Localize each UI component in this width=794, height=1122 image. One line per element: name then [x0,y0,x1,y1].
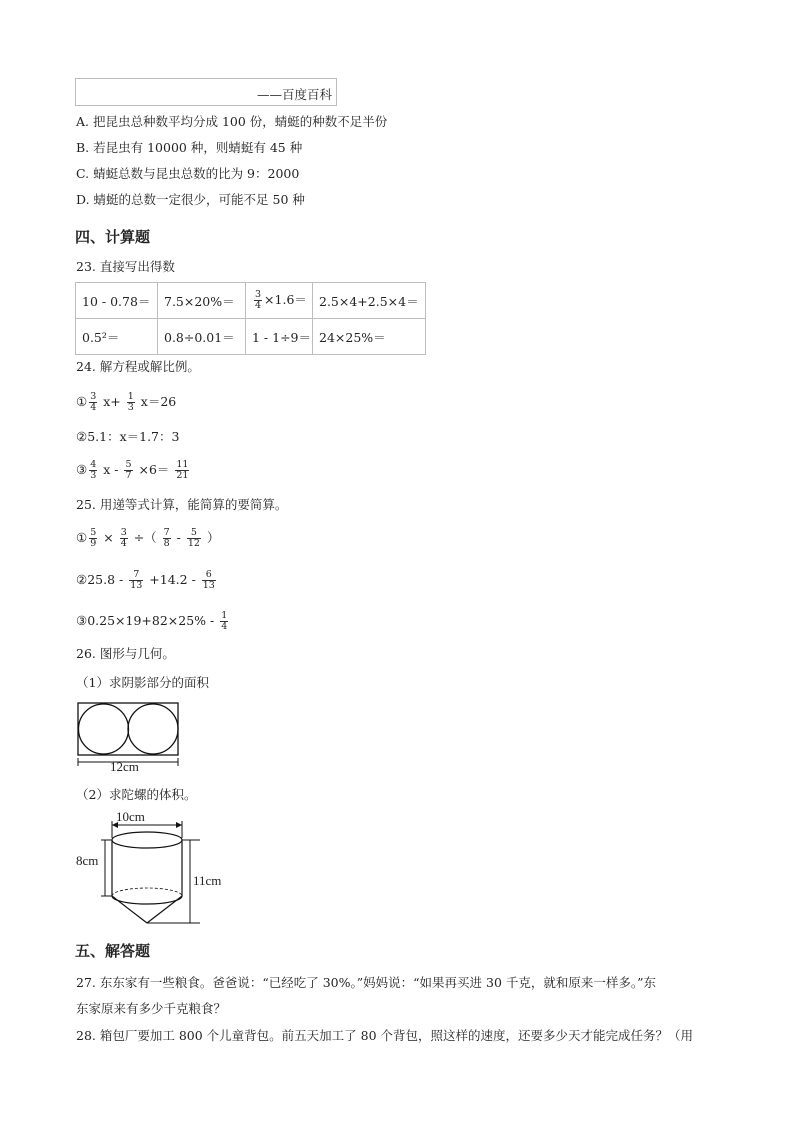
q24-title: 24. 解方程或解比例。 [76,359,200,374]
q26-sub1: （1）求阴影部分的面积 [76,675,209,690]
quote-box [75,78,337,106]
option-d: D. 蜻蜓的总数一定很少，可能不足 50 种 [76,192,305,207]
table-cell [246,283,313,319]
q27-line-2: 东家原来有多少千克粮食？ [76,1001,227,1016]
cone-left-edge [112,896,147,923]
table-cell: 7.5×20%＝ [158,283,246,319]
section-title-calculation: 四、计算题 [75,228,151,246]
table-cell: 24×25%＝ [313,319,426,355]
table-row [76,319,426,355]
q28-line-1: 28. 箱包厂要加工 800 个儿童背包。前五天加工了 80 个背包，照这样的速度，还要多少天才能完成任务？（用 [76,1028,694,1043]
q23-table [75,282,426,355]
q25-problem-2: ②25.8 - $\frac{7}{13}$ +14.2 - $\frac{6}{13}$ [76,569,215,591]
q24-problem-3: ③ $\frac{4}{3}$ x - $\frac{5}{7}$ ×6＝ $\frac{11}{21}$ [76,459,189,481]
table-cell: 2.5×4+2.5×4＝ [313,283,426,319]
table-cell: 0.5²＝ [76,319,158,355]
figure-spinning-top [74,808,234,933]
q26-title: 26. 图形与几何。 [76,646,175,661]
circle-right [128,704,178,754]
fraction: $\frac{3}{4}$ [255,289,262,311]
section-title-word-problems: 五、解答题 [75,942,151,960]
cell-text: ×1.6＝ [264,292,307,307]
table-row [76,283,426,319]
q24-problem-2: ②5.1：x＝1.7：3 [76,429,180,444]
q23-title: 23. 直接写出得数 [76,259,175,274]
table-cell: 1 - 1÷9＝ [246,319,313,355]
figure2-top-label: 10cm [116,809,145,824]
figure2-right-label: 11cm [193,873,222,888]
cylinder-top-ellipse [112,832,182,848]
circle-left [79,704,129,754]
option-b: B. 若昆虫有 10000 种，则蜻蜓有 45 种 [76,140,303,155]
figure2-left-label: 8cm [76,853,99,868]
quote-source: ——百度百科 [256,87,332,102]
option-a: A. 把昆虫总种数平均分成 100 份，蜻蜓的种数不足半份 [76,114,388,129]
table-cell: 0.8÷0.01＝ [158,319,246,355]
option-c: C. 蜻蜓总数与昆虫总数的比为 9：2000 [76,166,300,181]
q27-line-1: 27. 东东家有一些粮食。爸爸说：“已经吃了 30%。”妈妈说：“如果再买进 30 千克，就和原来一样多。”东 [76,975,657,990]
q25-problem-1: ① $\frac{5}{9}$ × $\frac{3}{4}$ ÷（ $\frac{7}{8}$ - $\frac{5}{12}$ ） [76,527,220,549]
q26-sub2: （2）求陀螺的体积。 [76,787,197,802]
table-cell: 10 - 0.78＝ [76,283,158,319]
q24-problem-1: ① $\frac{3}{4}$ x+ $\frac{1}{3}$ x＝26 [76,391,177,413]
q25-title: 25. 用递等式计算，能简算的要简算。 [76,497,288,512]
figure1-width-label: 12cm [110,759,139,774]
cone-right-edge [147,896,182,923]
q25-problem-3: ③0.25×19+82×25% - $\frac{1}{4}$ [76,610,228,632]
